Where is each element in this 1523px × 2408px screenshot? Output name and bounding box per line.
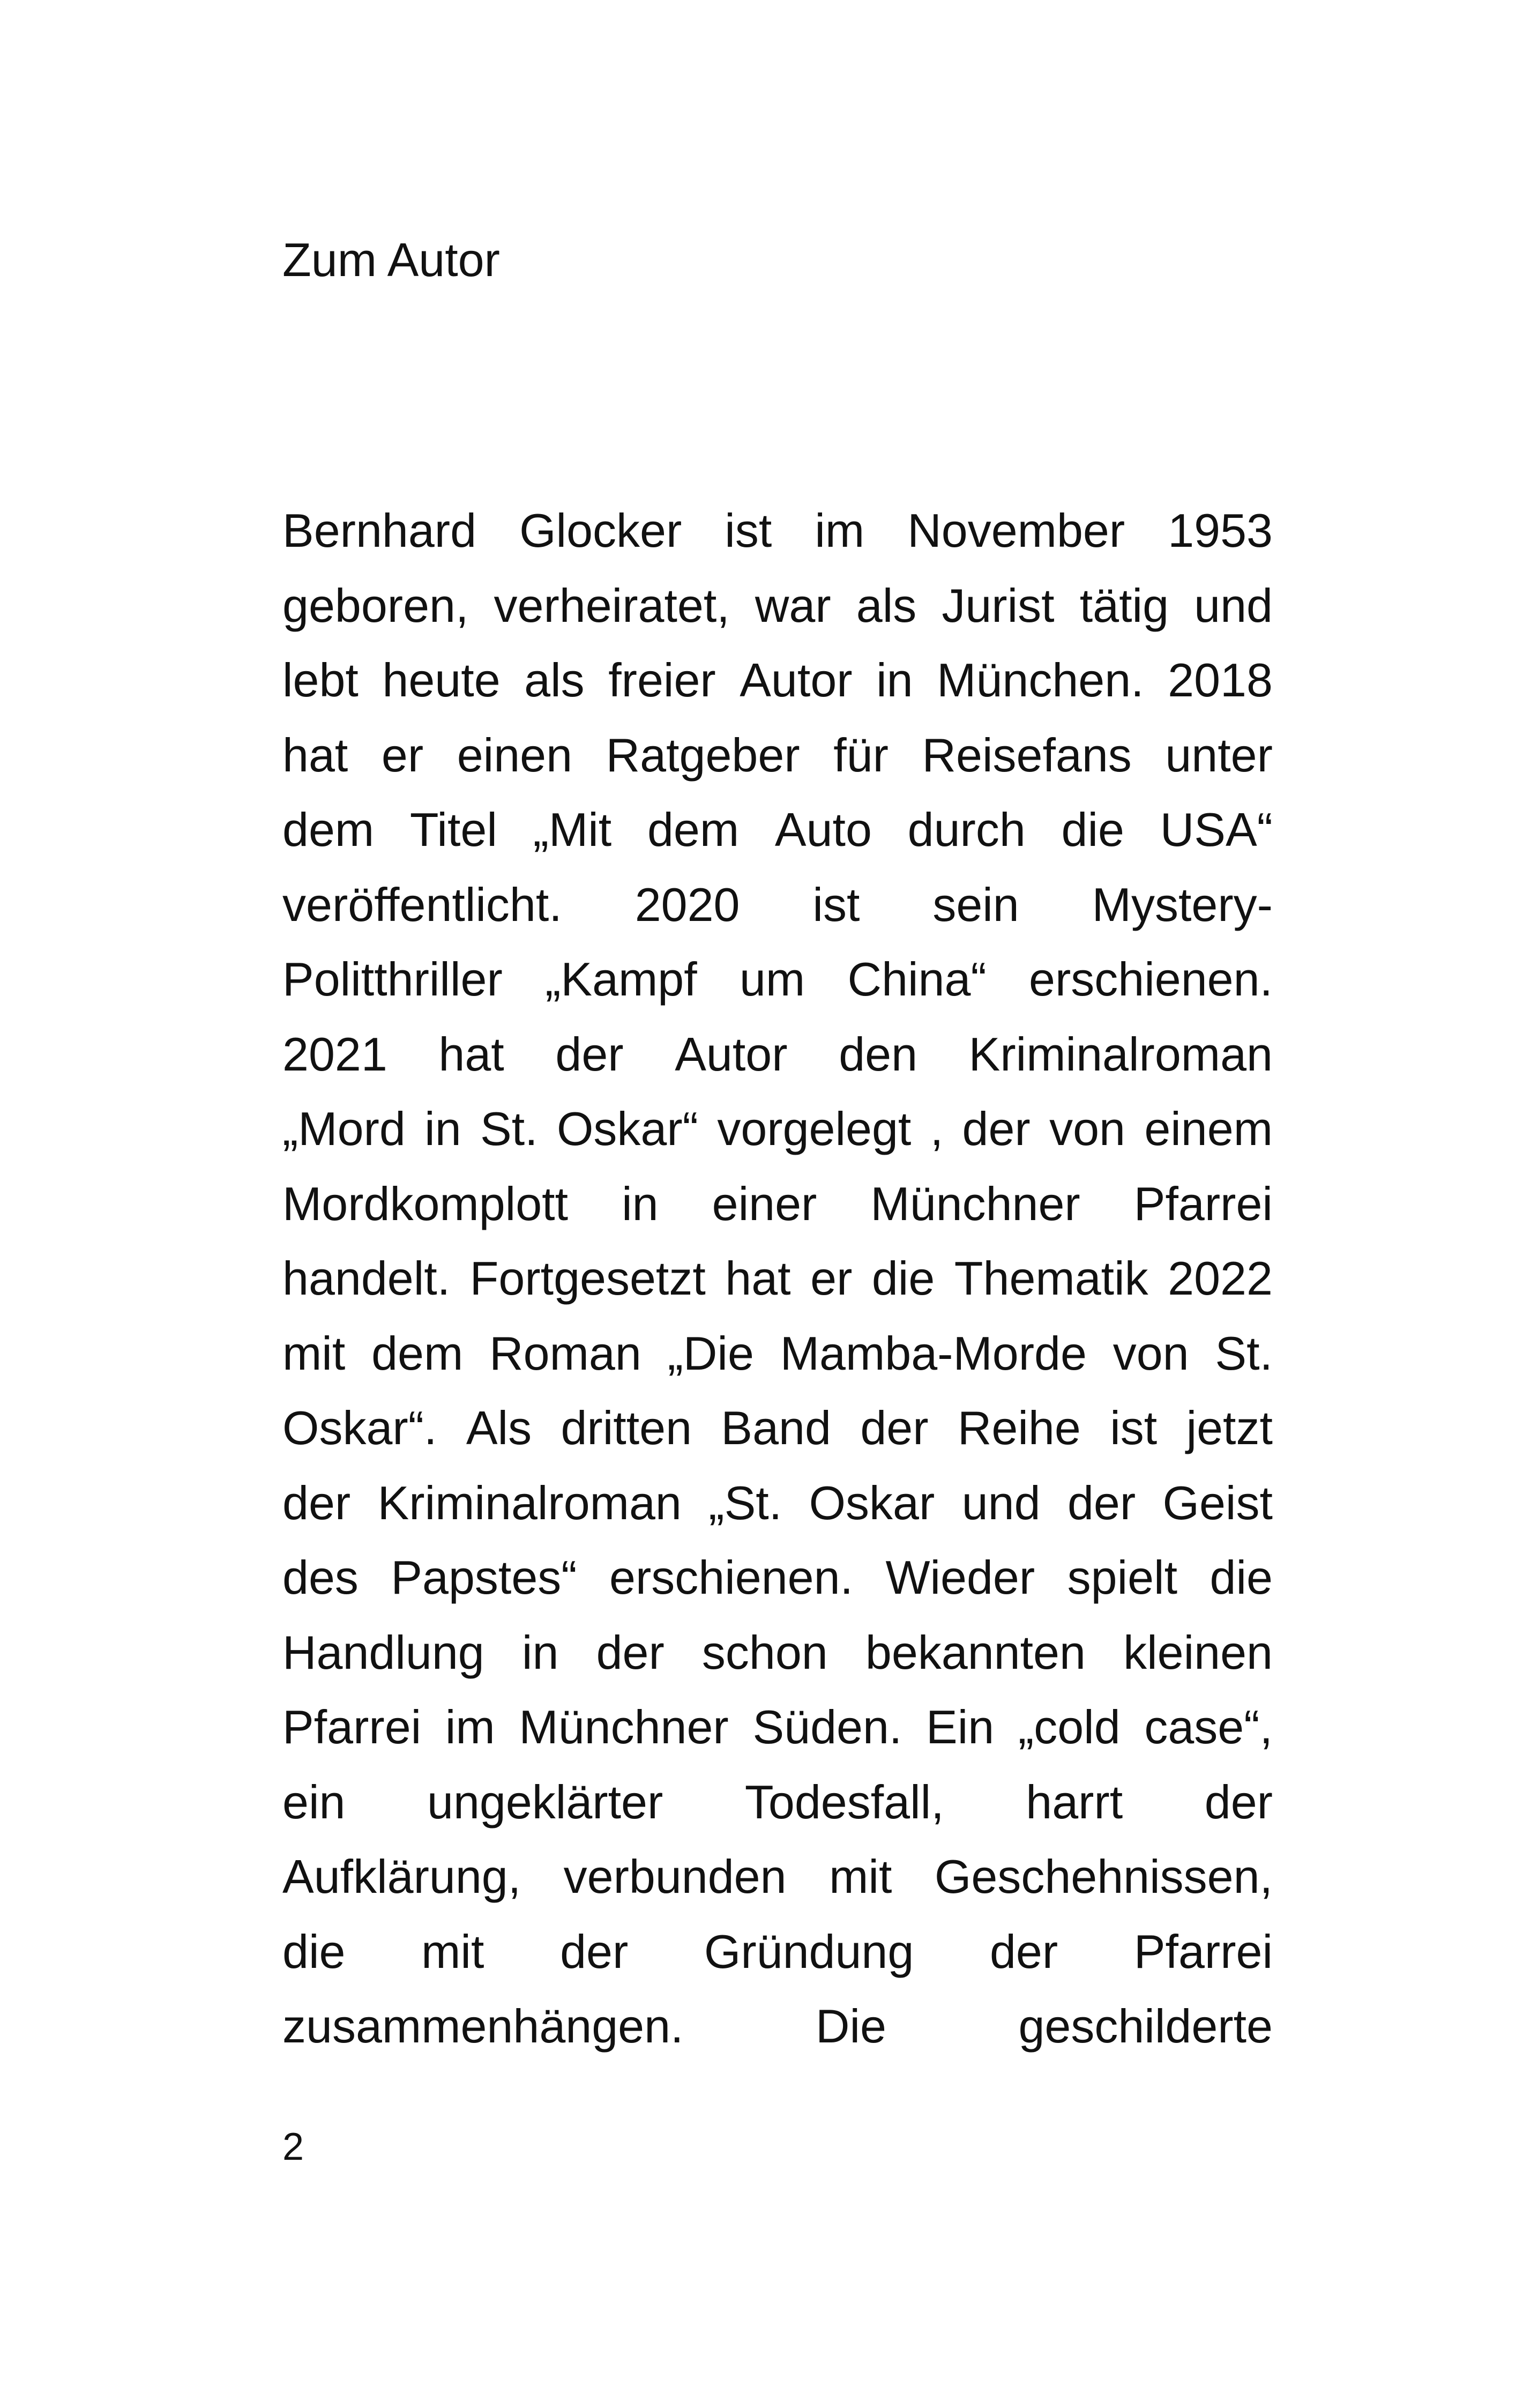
word: Ein [926, 1700, 995, 1753]
word: Geist [1162, 1476, 1273, 1529]
word: und [1194, 578, 1273, 632]
word: Autor [675, 1027, 788, 1081]
word: Politthriller [282, 953, 503, 1006]
section-heading: Zum Autor [282, 233, 500, 286]
word: ist [725, 504, 772, 557]
word: Reihe [957, 1401, 1081, 1454]
text-line [282, 792, 1273, 867]
word: Münchner [519, 1700, 729, 1753]
text-line [282, 1391, 1273, 1466]
word: für [833, 728, 889, 782]
text-line [282, 1914, 1273, 1989]
word: unter [1165, 728, 1273, 782]
word: dem [282, 803, 375, 856]
word: Die [815, 2000, 886, 2053]
word: in [876, 653, 913, 707]
word: einem [1144, 1102, 1273, 1155]
word: Aufklärung, [282, 1850, 521, 1903]
word: hat [438, 1027, 504, 1081]
word: im [445, 1700, 495, 1753]
word: des [282, 1551, 359, 1604]
text-line [282, 1540, 1273, 1615]
word: Jurist [942, 578, 1055, 632]
word: case“, [1144, 1700, 1273, 1753]
word: erschienen. [609, 1551, 853, 1604]
word: dem [647, 803, 740, 856]
word: hat [725, 1252, 791, 1305]
word: Als [466, 1401, 532, 1454]
word: „Mit [533, 803, 612, 856]
text-line [282, 1466, 1273, 1541]
word: in [622, 1177, 659, 1230]
word: den [839, 1027, 918, 1081]
word: Geschehnissen, [934, 1850, 1273, 1903]
word: hat [282, 728, 348, 782]
word: Autor [740, 653, 853, 707]
word: Roman [489, 1326, 641, 1380]
author-bio-paragraph [282, 493, 1273, 2064]
word: Oskar“. [282, 1401, 437, 1454]
word: geschilderte [1018, 2000, 1273, 2053]
word: Glocker [519, 504, 682, 557]
word: Pfarrei [1133, 1924, 1273, 1978]
word: durch [907, 803, 1026, 856]
page-number: 2 [282, 2125, 304, 2168]
word: „Die [667, 1326, 754, 1380]
word: 2021 [282, 1027, 387, 1081]
word: ist [1110, 1401, 1158, 1454]
word: die [1210, 1551, 1273, 1604]
word: er [381, 728, 424, 782]
word: und [961, 1476, 1041, 1529]
word: München. [937, 653, 1144, 707]
word: als [524, 653, 585, 707]
word: Gründung [704, 1924, 914, 1978]
word: Mystery- [1092, 878, 1273, 931]
word: St. [480, 1102, 538, 1155]
word: Todesfall, [744, 1775, 944, 1829]
word: lebt [282, 653, 359, 707]
text-line [282, 1241, 1273, 1316]
text-line [282, 942, 1273, 1017]
word: kleinen [1123, 1625, 1273, 1679]
word: Mordkomplott [282, 1177, 569, 1230]
word: 2018 [1168, 653, 1273, 707]
text-line [282, 493, 1273, 568]
word: vorgelegt [717, 1102, 912, 1155]
word: jetzt [1186, 1401, 1273, 1454]
word: freier [608, 653, 716, 707]
word: Auto [774, 803, 872, 856]
word: verbunden [563, 1850, 787, 1903]
word: USA“ [1160, 803, 1273, 856]
word: Münchner [870, 1177, 1080, 1230]
text-line [282, 1017, 1273, 1092]
word: , [930, 1102, 944, 1155]
word: in [521, 1625, 559, 1679]
word: dritten [561, 1401, 692, 1454]
word: erschienen. [1029, 953, 1273, 1006]
word: Kriminalroman [968, 1027, 1273, 1081]
word: Oskar“ [556, 1102, 698, 1155]
word: die [871, 1252, 935, 1305]
word: mit [282, 1326, 346, 1380]
word: verheiratet, [494, 578, 730, 632]
word: spielt [1067, 1551, 1178, 1604]
word: der [1067, 1476, 1136, 1529]
word: einer [712, 1177, 817, 1230]
word: St. [1215, 1326, 1273, 1380]
word: Kriminalroman [377, 1476, 682, 1529]
word: im [815, 504, 865, 557]
text-line [282, 1839, 1273, 1914]
word: 2020 [634, 878, 740, 931]
word: von [1113, 1326, 1189, 1380]
word: Bernhard [282, 504, 477, 557]
word: „Kampf [545, 953, 697, 1006]
word: veröffentlicht. [282, 878, 562, 931]
word: von [1049, 1102, 1125, 1155]
word: zusammenhängen. [282, 2000, 684, 2053]
word: Band [721, 1401, 831, 1454]
word: in [424, 1102, 461, 1155]
word: Handlung [282, 1625, 484, 1679]
word: der [989, 1924, 1058, 1978]
word: die [1061, 803, 1124, 856]
word: Oskar [809, 1476, 935, 1529]
word: Reisefans [922, 728, 1132, 782]
word: Thematik [954, 1252, 1148, 1305]
word: als [856, 578, 917, 632]
word: der [555, 1027, 624, 1081]
word: „cold [1018, 1700, 1121, 1753]
word: bekannten [865, 1625, 1086, 1679]
word: Titel [409, 803, 497, 856]
text-line [282, 1765, 1273, 1840]
word: ein [282, 1775, 346, 1829]
word: Ratgeber [606, 728, 800, 782]
word: der [282, 1476, 351, 1529]
word: Papstes“ [391, 1551, 577, 1604]
text-line [282, 867, 1273, 942]
word: heute [382, 653, 501, 707]
word: „Mord [282, 1102, 406, 1155]
text-line [282, 1615, 1273, 1690]
word: mit [829, 1850, 892, 1903]
word: mit [421, 1924, 484, 1978]
text-line [282, 1989, 1273, 2064]
word: um [739, 953, 805, 1006]
word: ist [812, 878, 860, 931]
word: er [810, 1252, 853, 1305]
word: der [1204, 1775, 1273, 1829]
word: der [860, 1401, 929, 1454]
word: harrt [1026, 1775, 1123, 1829]
word: Pfarrei [1133, 1177, 1273, 1230]
word: der [596, 1625, 665, 1679]
word: Fortgesetzt [469, 1252, 706, 1305]
text-line [282, 1166, 1273, 1242]
word: ungeklärter [427, 1775, 663, 1829]
text-line [282, 718, 1273, 793]
word: Wieder [885, 1551, 1035, 1604]
word: China“ [847, 953, 987, 1006]
text-line [282, 568, 1273, 643]
text-line [282, 1316, 1273, 1391]
word: die [282, 1924, 346, 1978]
word: sein [932, 878, 1019, 931]
word: schon [701, 1625, 828, 1679]
word: war [755, 578, 831, 632]
word: dem [371, 1326, 464, 1380]
text-line [282, 1091, 1273, 1166]
word: November [907, 504, 1125, 557]
word: Süden. [752, 1700, 902, 1753]
word: Pfarrei [282, 1700, 422, 1753]
word: Mamba-Morde [780, 1326, 1087, 1380]
word: 2022 [1168, 1252, 1273, 1305]
word: der [560, 1924, 629, 1978]
word: tätig [1079, 578, 1169, 632]
word: einen [457, 728, 573, 782]
text-line [282, 643, 1273, 718]
word: der [962, 1102, 1031, 1155]
word: handelt. [282, 1252, 451, 1305]
word: „St. [708, 1476, 782, 1529]
word: 1953 [1168, 504, 1273, 557]
text-line [282, 1690, 1273, 1765]
word: geboren, [282, 578, 469, 632]
